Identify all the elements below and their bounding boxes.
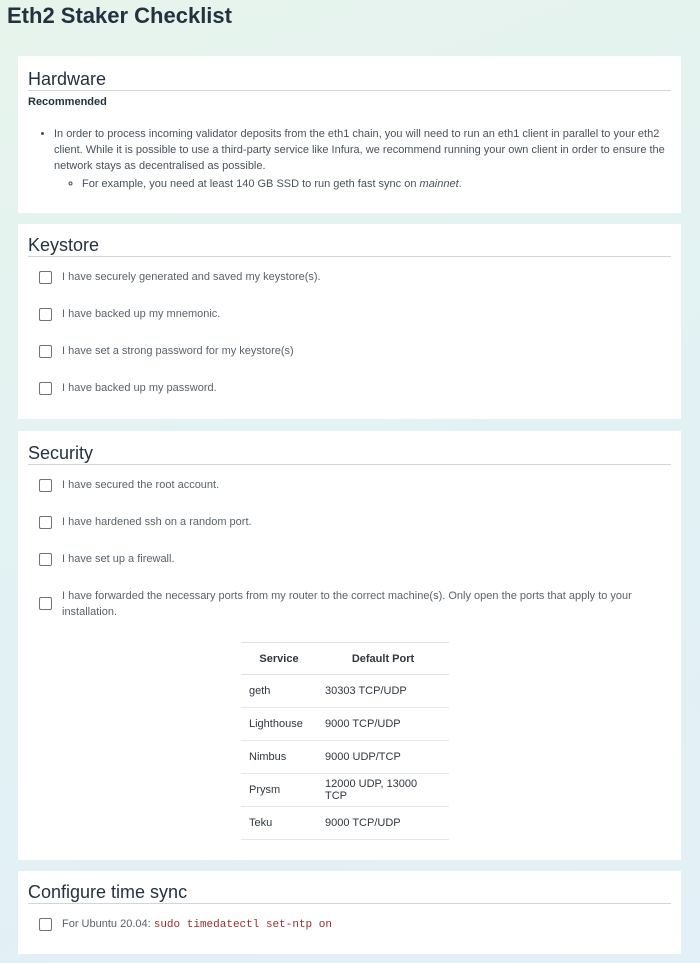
- checkbox[interactable]: [39, 271, 52, 284]
- hardware-sublist-item: [82, 176, 671, 192]
- checkbox-label: I have backed up my password.: [62, 382, 217, 394]
- table-row: [241, 774, 449, 807]
- ports-table: [241, 642, 449, 840]
- hardware-subtitle: Recommended: [28, 96, 107, 108]
- checkbox[interactable]: [39, 308, 52, 321]
- hardware-subitem-network: mainnet: [419, 178, 459, 190]
- table-cell-service: Lighthouse: [241, 708, 317, 741]
- timesync-label: For Ubuntu 20.04:: [62, 918, 151, 930]
- security-checklist: [28, 477, 671, 628]
- table-cell-port: 9000 UDP/TCP: [317, 741, 449, 774]
- security-check-item[interactable]: [28, 514, 671, 551]
- checkbox[interactable]: [39, 382, 52, 395]
- checkbox-label: I have securely generated and saved my keystore(s).: [62, 271, 321, 283]
- keystore-heading: Keystore: [28, 234, 671, 257]
- table-cell-service: Prysm: [241, 774, 317, 807]
- checkbox-label: I have set a strong password for my keystore(s): [62, 345, 294, 357]
- hardware-list-item: [54, 126, 671, 192]
- security-heading: Security: [28, 442, 671, 465]
- checkbox-label: I have backed up my mnemonic.: [62, 308, 221, 320]
- hardware-card: [18, 56, 681, 213]
- table-row: [241, 675, 449, 708]
- checkbox-label: [62, 916, 332, 933]
- checkbox-label: I have secured the root account.: [62, 479, 220, 491]
- timesync-heading: Configure time sync: [28, 881, 671, 904]
- table-cell-port: 30303 TCP/UDP: [317, 675, 449, 708]
- table-cell-port: 9000 TCP/UDP: [317, 708, 449, 741]
- keystore-check-item[interactable]: [28, 306, 671, 343]
- checkbox[interactable]: [39, 516, 52, 529]
- table-cell-service: geth: [241, 675, 317, 708]
- timesync-card: [18, 871, 681, 954]
- checkbox-label: I have set up a firewall.: [62, 553, 175, 565]
- table-row: [241, 807, 449, 840]
- security-card: [18, 431, 681, 860]
- checkbox[interactable]: [39, 345, 52, 358]
- checkbox[interactable]: [39, 479, 52, 492]
- column-header-service: Service: [241, 643, 317, 675]
- hardware-list: [28, 126, 671, 192]
- checkbox-label: I have hardened ssh on a random port.: [62, 516, 252, 528]
- timesync-check-item[interactable]: [28, 916, 671, 933]
- keystore-check-item[interactable]: [28, 380, 671, 417]
- table-row: [241, 741, 449, 774]
- checkbox-label: I have forwarded the necessary ports from my router to the correct machine(s). Only open the ports that apply to your installation.: [62, 590, 632, 618]
- keystore-check-item[interactable]: [28, 343, 671, 380]
- hardware-heading: Hardware: [28, 68, 671, 91]
- security-check-item[interactable]: [28, 588, 671, 628]
- table-row: [241, 708, 449, 741]
- hardware-subitem-text: For example, you need at least 140 GB SSD to run geth fast sync on: [82, 178, 420, 190]
- hardware-item-text: In order to process incoming validator deposits from the eth1 chain, you will need to run an eth1 client in parallel to your eth2 client. While it is possible to use a third-party service like Infura, we recommend running your own client in order to ensure the network stays as decentralised as possible.: [54, 128, 665, 172]
- table-cell-port: 9000 TCP/UDP: [317, 807, 449, 840]
- hardware-sublist: [54, 176, 671, 192]
- table-cell-service: Nimbus: [241, 741, 317, 774]
- timesync-checklist: [28, 916, 671, 933]
- keystore-check-item[interactable]: [28, 269, 671, 306]
- security-check-item[interactable]: [28, 477, 671, 514]
- column-header-port: Default Port: [317, 643, 449, 675]
- keystore-card: [18, 224, 681, 419]
- checkbox[interactable]: [39, 553, 52, 566]
- security-check-item[interactable]: [28, 551, 671, 588]
- keystore-checklist: [28, 269, 671, 417]
- timesync-command: sudo timedatectl set-ntp on: [153, 919, 332, 931]
- checkbox[interactable]: [39, 597, 52, 610]
- checkbox[interactable]: [39, 918, 52, 931]
- table-cell-port: 12000 UDP, 13000 TCP: [317, 774, 449, 807]
- page-title: Eth2 Staker Checklist: [7, 3, 232, 28]
- hardware-subitem-suffix: .: [458, 178, 462, 190]
- table-header-row: [241, 643, 449, 675]
- table-cell-service: Teku: [241, 807, 317, 840]
